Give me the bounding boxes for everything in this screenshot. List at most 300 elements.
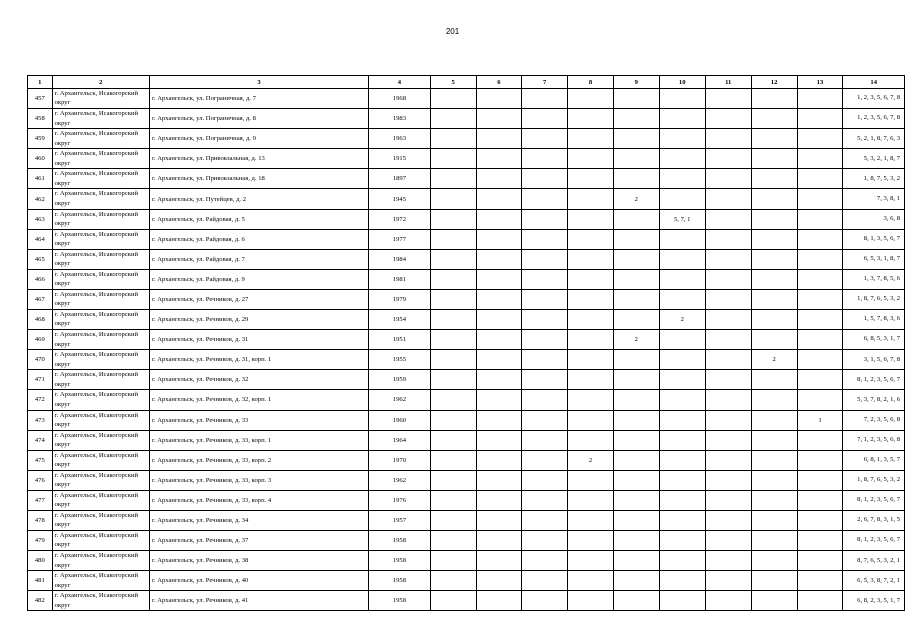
row-number: 466 xyxy=(28,269,53,289)
col-14-cell: 1, 8, 7, 5, 3, 2 xyxy=(843,169,905,189)
district-cell: г. Архангельск, Исакогорский округ xyxy=(52,269,149,289)
col-14-cell: 8, 1, 2, 3, 5, 6, 7 xyxy=(843,370,905,390)
col-11-cell xyxy=(705,310,751,330)
address-cell: г. Архангельск, ул. Привокзальная, д. 13 xyxy=(149,149,368,169)
district-cell: г. Архангельск, Исакогорский округ xyxy=(52,189,149,209)
col-12-cell xyxy=(751,109,797,129)
col-11-cell xyxy=(705,430,751,450)
district-cell: г. Архангельск, Исакогорский округ xyxy=(52,310,149,330)
col-11-cell xyxy=(705,330,751,350)
col-5-cell xyxy=(430,149,476,169)
col-14-cell: 6, 5, 3, 8, 7, 2, 1 xyxy=(843,571,905,591)
year-cell: 1962 xyxy=(369,390,431,410)
col-11-cell xyxy=(705,370,751,390)
row-number: 460 xyxy=(28,149,53,169)
col-7-cell xyxy=(522,209,568,229)
col-14-cell: 8, 1, 2, 3, 5, 6, 7 xyxy=(843,490,905,510)
col-7-cell xyxy=(522,109,568,129)
address-cell: г. Архангельск, ул. Райдовая, д. 9 xyxy=(149,269,368,289)
col-7-cell xyxy=(522,189,568,209)
column-header-9: 9 xyxy=(613,76,659,89)
table-row xyxy=(28,430,905,450)
col-13-cell xyxy=(797,229,843,249)
col-14-cell: 1, 8, 7, 6, 5, 3, 2 xyxy=(843,470,905,490)
col-12-cell xyxy=(751,410,797,430)
col-5-cell xyxy=(430,310,476,330)
year-cell: 1968 xyxy=(369,89,431,109)
col-7-cell xyxy=(522,470,568,490)
col-8-cell xyxy=(568,571,614,591)
col-13-cell xyxy=(797,89,843,109)
address-cell: г. Архангельск, ул. Речников, д. 33, корп. 1 xyxy=(149,430,368,450)
table-row xyxy=(28,490,905,510)
col-12-cell: 2 xyxy=(751,350,797,370)
row-number: 463 xyxy=(28,209,53,229)
col-9-cell xyxy=(613,390,659,410)
col-12-cell xyxy=(751,89,797,109)
col-6-cell xyxy=(476,189,522,209)
table-row xyxy=(28,149,905,169)
row-number: 472 xyxy=(28,390,53,410)
year-cell: 1970 xyxy=(369,450,431,470)
table-row xyxy=(28,571,905,591)
year-cell: 1897 xyxy=(369,169,431,189)
col-12-cell xyxy=(751,189,797,209)
row-number: 468 xyxy=(28,310,53,330)
col-5-cell xyxy=(430,189,476,209)
col-10-cell: 5, 7, 1 xyxy=(659,209,705,229)
col-5-cell xyxy=(430,249,476,269)
row-number: 479 xyxy=(28,531,53,551)
col-10-cell xyxy=(659,591,705,611)
col-10-cell xyxy=(659,370,705,390)
col-7-cell xyxy=(522,350,568,370)
year-cell: 1981 xyxy=(369,269,431,289)
col-11-cell xyxy=(705,531,751,551)
col-12-cell xyxy=(751,390,797,410)
col-12-cell xyxy=(751,289,797,309)
col-6-cell xyxy=(476,149,522,169)
col-6-cell xyxy=(476,269,522,289)
col-7-cell xyxy=(522,490,568,510)
col-9-cell: 2 xyxy=(613,189,659,209)
col-5-cell xyxy=(430,269,476,289)
col-5-cell xyxy=(430,450,476,470)
col-7-cell xyxy=(522,89,568,109)
col-5-cell xyxy=(430,209,476,229)
col-8-cell xyxy=(568,169,614,189)
col-10-cell xyxy=(659,490,705,510)
table-row xyxy=(28,129,905,149)
row-number: 461 xyxy=(28,169,53,189)
table-container xyxy=(27,75,905,611)
row-number: 464 xyxy=(28,229,53,249)
col-14-cell: 8, 7, 6, 5, 3, 2, 1 xyxy=(843,551,905,571)
year-cell: 1962 xyxy=(369,470,431,490)
address-cell: г. Архангельск, ул. Речников, д. 31, корп. 1 xyxy=(149,350,368,370)
row-number: 477 xyxy=(28,490,53,510)
col-13-cell xyxy=(797,571,843,591)
col-5-cell xyxy=(430,129,476,149)
col-5-cell xyxy=(430,510,476,530)
col-12-cell xyxy=(751,571,797,591)
col-6-cell xyxy=(476,109,522,129)
col-11-cell xyxy=(705,350,751,370)
table-header xyxy=(28,76,905,89)
column-header-4: 4 xyxy=(369,76,431,89)
col-10-cell xyxy=(659,229,705,249)
col-11-cell xyxy=(705,89,751,109)
table-row xyxy=(28,289,905,309)
col-14-cell: 1, 5, 7, 8, 3, 6 xyxy=(843,310,905,330)
year-cell: 1958 xyxy=(369,551,431,571)
col-13-cell xyxy=(797,470,843,490)
address-cell: г. Архангельск, ул. Речников, д. 27 xyxy=(149,289,368,309)
col-9-cell xyxy=(613,209,659,229)
column-header-14: 14 xyxy=(843,76,905,89)
col-9-cell xyxy=(613,370,659,390)
district-cell: г. Архангельск, Исакогорский округ xyxy=(52,169,149,189)
col-10-cell xyxy=(659,289,705,309)
address-cell: г. Архангельск, ул. Пограничная, д. 9 xyxy=(149,129,368,149)
col-9-cell xyxy=(613,109,659,129)
col-14-cell: 2, 6, 7, 8, 3, 1, 5 xyxy=(843,510,905,530)
address-cell: г. Архангельск, ул. Речников, д. 29 xyxy=(149,310,368,330)
table-row xyxy=(28,189,905,209)
district-cell: г. Архангельск, Исакогорский округ xyxy=(52,591,149,611)
col-12-cell xyxy=(751,450,797,470)
col-7-cell xyxy=(522,450,568,470)
col-14-cell: 5, 3, 7, 8, 2, 1, 6 xyxy=(843,390,905,410)
table-row xyxy=(28,330,905,350)
col-5-cell xyxy=(430,229,476,249)
col-7-cell xyxy=(522,390,568,410)
col-5-cell xyxy=(430,571,476,591)
col-9-cell xyxy=(613,410,659,430)
col-6-cell xyxy=(476,490,522,510)
address-cell: г. Архангельск, ул. Речников, д. 33, корп. 2 xyxy=(149,450,368,470)
col-6-cell xyxy=(476,450,522,470)
row-number: 475 xyxy=(28,450,53,470)
col-11-cell xyxy=(705,149,751,169)
address-cell: г. Архангельск, ул. Райдовая, д. 7 xyxy=(149,249,368,269)
year-cell: 1945 xyxy=(369,189,431,209)
column-header-13: 13 xyxy=(797,76,843,89)
district-cell: г. Архангельск, Исакогорский округ xyxy=(52,390,149,410)
table-row xyxy=(28,89,905,109)
col-11-cell xyxy=(705,249,751,269)
district-cell: г. Архангельск, Исакогорский округ xyxy=(52,89,149,109)
column-header-3: 3 xyxy=(149,76,368,89)
col-7-cell xyxy=(522,310,568,330)
col-9-cell xyxy=(613,129,659,149)
col-13-cell xyxy=(797,490,843,510)
col-14-cell: 5, 3, 2, 1, 8, 7 xyxy=(843,149,905,169)
district-cell: г. Архангельск, Исакогорский округ xyxy=(52,229,149,249)
col-9-cell xyxy=(613,229,659,249)
col-7-cell xyxy=(522,330,568,350)
col-8-cell xyxy=(568,370,614,390)
address-cell: г. Архангельск, ул. Речников, д. 33, корп. 4 xyxy=(149,490,368,510)
col-6-cell xyxy=(476,169,522,189)
district-cell: г. Архангельск, Исакогорский округ xyxy=(52,470,149,490)
column-header-8: 8 xyxy=(568,76,614,89)
table-row xyxy=(28,551,905,571)
col-11-cell xyxy=(705,390,751,410)
district-cell: г. Архангельск, Исакогорский округ xyxy=(52,430,149,450)
col-13-cell xyxy=(797,430,843,450)
col-9-cell xyxy=(613,450,659,470)
col-14-cell: 3, 1, 5, 6, 7, 8 xyxy=(843,350,905,370)
col-8-cell xyxy=(568,149,614,169)
row-number: 478 xyxy=(28,510,53,530)
col-6-cell xyxy=(476,350,522,370)
table-row xyxy=(28,269,905,289)
row-number: 470 xyxy=(28,350,53,370)
district-cell: г. Архангельск, Исакогорский округ xyxy=(52,510,149,530)
col-13-cell xyxy=(797,390,843,410)
col-6-cell xyxy=(476,430,522,450)
col-6-cell xyxy=(476,129,522,149)
col-8-cell xyxy=(568,410,614,430)
col-13-cell xyxy=(797,551,843,571)
col-5-cell xyxy=(430,370,476,390)
address-cell: г. Архангельск, ул. Речников, д. 38 xyxy=(149,551,368,571)
column-header-5: 5 xyxy=(430,76,476,89)
col-6-cell xyxy=(476,410,522,430)
col-6-cell xyxy=(476,470,522,490)
address-cell: г. Архангельск, ул. Привокзальная, д. 18 xyxy=(149,169,368,189)
col-14-cell: 1, 2, 3, 5, 6, 7, 8 xyxy=(843,109,905,129)
col-10-cell xyxy=(659,169,705,189)
table-row xyxy=(28,209,905,229)
col-6-cell xyxy=(476,330,522,350)
col-12-cell xyxy=(751,490,797,510)
year-cell: 1957 xyxy=(369,510,431,530)
column-header-7: 7 xyxy=(522,76,568,89)
col-7-cell xyxy=(522,591,568,611)
col-8-cell xyxy=(568,129,614,149)
col-12-cell xyxy=(751,229,797,249)
col-5-cell xyxy=(430,410,476,430)
col-13-cell xyxy=(797,531,843,551)
column-header-12: 12 xyxy=(751,76,797,89)
col-11-cell xyxy=(705,269,751,289)
col-5-cell xyxy=(430,289,476,309)
row-number: 480 xyxy=(28,551,53,571)
year-cell: 1979 xyxy=(369,289,431,309)
col-12-cell xyxy=(751,470,797,490)
col-9-cell xyxy=(613,89,659,109)
col-14-cell: 8, 1, 2, 3, 5, 6, 7 xyxy=(843,531,905,551)
table-body xyxy=(28,89,905,611)
year-cell: 1983 xyxy=(369,109,431,129)
year-cell: 1977 xyxy=(369,229,431,249)
col-13-cell xyxy=(797,109,843,129)
col-13-cell xyxy=(797,310,843,330)
col-10-cell xyxy=(659,390,705,410)
col-12-cell xyxy=(751,430,797,450)
district-cell: г. Архангельск, Исакогорский округ xyxy=(52,490,149,510)
table-row xyxy=(28,350,905,370)
col-5-cell xyxy=(430,551,476,571)
col-8-cell xyxy=(568,269,614,289)
col-9-cell xyxy=(613,571,659,591)
district-cell: г. Архангельск, Исакогорский округ xyxy=(52,289,149,309)
col-5-cell xyxy=(430,169,476,189)
col-10-cell xyxy=(659,269,705,289)
table-row xyxy=(28,310,905,330)
col-5-cell xyxy=(430,89,476,109)
district-cell: г. Архангельск, Исакогорский округ xyxy=(52,551,149,571)
col-6-cell xyxy=(476,510,522,530)
address-cell: г. Архангельск, ул. Пограничная, д. 8 xyxy=(149,109,368,129)
col-6-cell xyxy=(476,571,522,591)
col-13-cell xyxy=(797,169,843,189)
table-row xyxy=(28,450,905,470)
col-14-cell: 7, 1, 2, 3, 5, 6, 8 xyxy=(843,430,905,450)
col-14-cell: 7, 3, 8, 1 xyxy=(843,189,905,209)
district-cell: г. Архангельск, Исакогорский округ xyxy=(52,330,149,350)
col-11-cell xyxy=(705,129,751,149)
year-cell: 1954 xyxy=(369,310,431,330)
col-8-cell xyxy=(568,470,614,490)
col-6-cell xyxy=(476,551,522,571)
col-5-cell xyxy=(430,350,476,370)
address-cell: г. Архангельск, ул. Речников, д. 31 xyxy=(149,330,368,350)
col-10-cell xyxy=(659,350,705,370)
col-14-cell: 5, 2, 1, 8, 7, 6, 3 xyxy=(843,129,905,149)
row-number: 474 xyxy=(28,430,53,450)
table-row xyxy=(28,531,905,551)
column-header-11: 11 xyxy=(705,76,751,89)
address-cell: г. Архангельск, ул. Райдовая, д. 6 xyxy=(149,229,368,249)
col-9-cell xyxy=(613,490,659,510)
district-cell: г. Архангельск, Исакогорский округ xyxy=(52,350,149,370)
col-11-cell xyxy=(705,450,751,470)
col-13-cell xyxy=(797,370,843,390)
col-8-cell xyxy=(568,350,614,370)
table-row xyxy=(28,169,905,189)
col-7-cell xyxy=(522,410,568,430)
address-cell: г. Архангельск, ул. Речников, д. 33, корп. 3 xyxy=(149,470,368,490)
address-cell: г. Архангельск, ул. Речников, д. 33 xyxy=(149,410,368,430)
address-cell: г. Архангельск, ул. Речников, д. 37 xyxy=(149,531,368,551)
col-9-cell xyxy=(613,430,659,450)
col-8-cell xyxy=(568,249,614,269)
row-number: 471 xyxy=(28,370,53,390)
col-12-cell xyxy=(751,370,797,390)
col-11-cell xyxy=(705,189,751,209)
year-cell: 1976 xyxy=(369,490,431,510)
col-5-cell xyxy=(430,531,476,551)
col-8-cell xyxy=(568,109,614,129)
col-13-cell xyxy=(797,249,843,269)
row-number: 467 xyxy=(28,289,53,309)
district-cell: г. Архангельск, Исакогорский округ xyxy=(52,410,149,430)
col-8-cell xyxy=(568,310,614,330)
table-row xyxy=(28,510,905,530)
address-cell: г. Архангельск, ул. Речников, д. 32 xyxy=(149,370,368,390)
col-9-cell xyxy=(613,249,659,269)
col-8-cell xyxy=(568,89,614,109)
year-cell: 1960 xyxy=(369,410,431,430)
table-row xyxy=(28,249,905,269)
district-cell: г. Архангельск, Исакогорский округ xyxy=(52,450,149,470)
district-cell: г. Архангельск, Исакогорский округ xyxy=(52,109,149,129)
col-14-cell: 6, 8, 5, 3, 1, 7 xyxy=(843,330,905,350)
col-7-cell xyxy=(522,551,568,571)
col-11-cell xyxy=(705,571,751,591)
col-13-cell xyxy=(797,149,843,169)
col-10-cell xyxy=(659,89,705,109)
row-number: 473 xyxy=(28,410,53,430)
address-cell: г. Архангельск, ул. Путейцев, д. 2 xyxy=(149,189,368,209)
col-14-cell: 6, 8, 1, 3, 5, 7 xyxy=(843,450,905,470)
col-5-cell xyxy=(430,430,476,450)
col-13-cell xyxy=(797,269,843,289)
district-cell: г. Архангельск, Исакогорский округ xyxy=(52,370,149,390)
col-8-cell xyxy=(568,551,614,571)
address-cell: г. Архангельск, ул. Речников, д. 32, корп. 1 xyxy=(149,390,368,410)
col-9-cell xyxy=(613,169,659,189)
col-12-cell xyxy=(751,249,797,269)
col-7-cell xyxy=(522,169,568,189)
col-12-cell xyxy=(751,269,797,289)
col-13-cell xyxy=(797,289,843,309)
col-13-cell xyxy=(797,350,843,370)
col-12-cell xyxy=(751,169,797,189)
col-9-cell xyxy=(613,551,659,571)
district-cell: г. Архангельск, Исакогорский округ xyxy=(52,531,149,551)
col-12-cell xyxy=(751,209,797,229)
year-cell: 1984 xyxy=(369,249,431,269)
col-7-cell xyxy=(522,129,568,149)
row-number: 457 xyxy=(28,89,53,109)
col-13-cell xyxy=(797,591,843,611)
col-11-cell xyxy=(705,289,751,309)
col-12-cell xyxy=(751,510,797,530)
col-8-cell xyxy=(568,330,614,350)
col-6-cell xyxy=(476,229,522,249)
col-14-cell: 1, 3, 7, 8, 5, 6 xyxy=(843,269,905,289)
col-10-cell xyxy=(659,430,705,450)
col-12-cell xyxy=(751,330,797,350)
address-cell: г. Архангельск, ул. Речников, д. 34 xyxy=(149,510,368,530)
col-9-cell xyxy=(613,470,659,490)
col-10-cell xyxy=(659,510,705,530)
col-11-cell xyxy=(705,169,751,189)
year-cell: 1972 xyxy=(369,209,431,229)
page-number: 201 xyxy=(445,27,460,36)
col-14-cell: 3, 6, 8 xyxy=(843,209,905,229)
row-number: 476 xyxy=(28,470,53,490)
col-8-cell xyxy=(568,189,614,209)
table-row xyxy=(28,410,905,430)
col-13-cell xyxy=(797,330,843,350)
column-header-10: 10 xyxy=(659,76,705,89)
col-11-cell xyxy=(705,551,751,571)
column-header-1: 1 xyxy=(28,76,53,89)
col-10-cell xyxy=(659,249,705,269)
col-11-cell xyxy=(705,490,751,510)
col-6-cell xyxy=(476,209,522,229)
col-9-cell: 2 xyxy=(613,330,659,350)
row-number: 462 xyxy=(28,189,53,209)
address-cell: г. Архангельск, ул. Райдовая, д. 5 xyxy=(149,209,368,229)
col-13-cell xyxy=(797,189,843,209)
col-5-cell xyxy=(430,591,476,611)
